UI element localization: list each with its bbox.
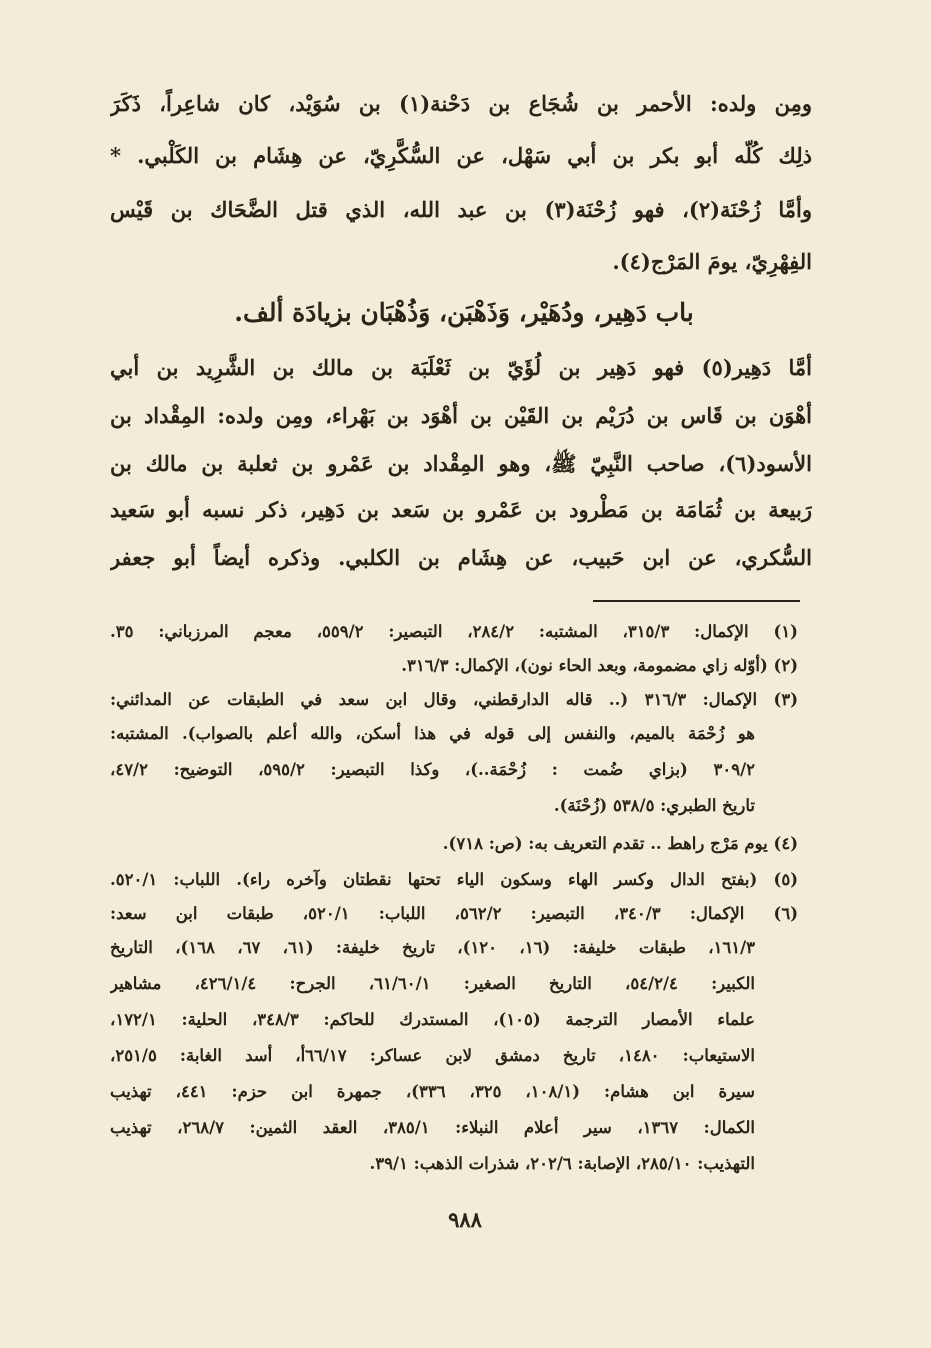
page-number: ٩٨٨ [448,1207,482,1232]
footnote-line: (١) الإكمال: ٣١٥/٣، المشتبه: ٢٨٤/٢، التبصير: ٥٥٩/٢، معجم المرزباني: ٣٥. [110,622,798,641]
footnote-line: (٥) (بفتح الدال وكسر الهاء وسكون الياء تحتها نقطتان وآخره راء). اللباب: ٥٢٠/١. [110,870,798,889]
footnote-line: ٣٠٩/٢ (بزاي ضُمت : زُحْمَة..)، وكذا التبصير: ٥٩٥/٢، التوضيح: ٤٧/٢، [110,760,755,779]
body-line: أهْوَن بن قَاس بن دُرَيْم بن القَيْن بن أهْوَد بن بَهْراء، ومِن ولده: المِقْداد بن [110,403,812,428]
footnote-line: الكبير: ٥٤/٢/٤، التاريخ الصغير: ٦١/٦٠/١، الجرح: ٤٢٦/١/٤، مشاهير [110,974,755,993]
body-line: رَبيعة بن ثُمَامَة بن مَطْرود بن عَمْرو بن سَعد بن دَهِير، ذكر نسبه أبو سَعيد [110,497,812,522]
footnote-line: سيرة ابن هشام: (١٠٨/١، ٣٢٥، ٣٣٦)، جمهرة ابن حزم: ٤٤١، تهذيب [110,1082,755,1101]
section-heading: باب دَهِير، ودُهَيْر، وَذَهْبَن، وَذُهْبَان بزيادَة ألف. [234,298,694,327]
footnote-line: تاريخ الطبري: ٥٣٨/٥ (زُحْنَة). [553,796,755,815]
footnote-divider [593,600,800,602]
body-line: ذلِك كُلّه أبو بكر بن أبي سَهْل، عن السُّكَّرِيّ، عن هِشَام بن الكَلْبي. * [110,143,812,168]
footnote-line: (٣) الإكمال: ٣١٦/٣ (.. قاله الدارقطني، وقال ابن سعد في الطبقات عن المدائني: [110,690,798,709]
footnote-line: هو زُحْمَة بالميم، والنفس إلى قوله في هذا أسكن، والله أعلم بالصواب). المشتبه: [110,724,755,743]
footnote-line: الكمال: ١٣٦٧، سير أعلام النبلاء: ٣٨٥/١، العقد الثمين: ٢٦٨/٧، تهذيب [110,1118,755,1137]
footnote-line: الاستيعاب: ١٤٨٠، تاريخ دمشق لابن عساكر: ٦٦/١٧أ، أسد الغابة: ٢٥١/٥، [110,1046,755,1065]
body-line: الأسود(٦)، صاحب النَّبِيّ ﷺ، وهو المِقْداد بن عَمْرو بن ثعلبة بن مالك بن [110,451,812,476]
footnote-line: (٢) (أوّله زاي مضمومة، وبعد الحاء نون)، الإكمال: ٣١٦/٣. [401,656,798,675]
body-line: ومِن ولده: الأحمر بن شُجَاع بن دَحْنة(١) بن سُوَيْد، كان شاعِراً، ذَكَرَ [110,91,812,116]
body-line: الفِهْرِيّ، يومَ المَرْج(٤). [612,249,812,274]
body-line: وأمَّا زُحْنَة(٢)، فهو زُحْنَة(٣) بن عبد الله، الذي قتل الضَّحَاك بن قَيْس [110,197,812,222]
footnote-line: التهذيب: ٢٨٥/١٠، الإصابة: ٢٠٢/٦، شذرات الذهب: ٣٩/١. [369,1154,755,1173]
body-line: أمَّا دَهِير(٥) فهو دَهِير بن لُؤَيّ بن ثَعْلَبَة بن مالك بن الشَّرِيد بن أبي [110,355,812,380]
body-line: السُّكري، عن ابن حَبيب، عن هِشَام بن الكلبي. وذكره أيضاً أبو جعفر [110,545,812,570]
footnote-line: علماء الأمصار الترجمة (١٠٥)، المستدرك للحاكم: ٣٤٨/٣، الحلية: ١٧٢/١، [110,1010,755,1029]
footnote-line: (٦) الإكمال: ٣٤٠/٣، التبصير: ٥٦٢/٢، اللباب: ٥٢٠/١، طبقات ابن سعد: [110,904,798,923]
footnote-line: (٤) يوم مَرْج راهط .. تقدم التعريف به: (ص: ٧١٨). [442,834,798,853]
footnote-line: ١٦١/٣، طبقات خليفة: (١٦، ١٢٠)، تاريخ خليفة: (٦١، ٦٧، ١٦٨)، التاريخ [110,938,755,957]
